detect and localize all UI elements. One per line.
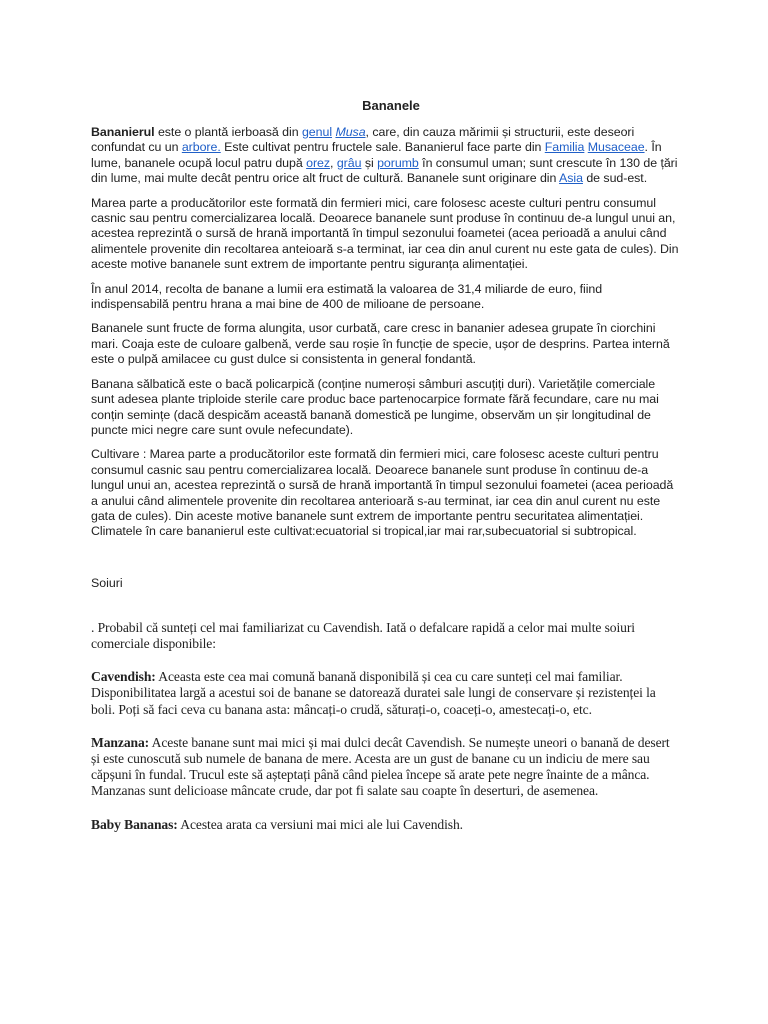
variety-name: Baby Bananas: — [91, 816, 178, 832]
paragraph-fruit-description: Bananele sunt fructe de forma alungita, usor curbată, care cresc in bananier adesea grupate în ciorchini mari. Coaja este de culoare galbenă, verde sau roșie în funcție de specie, ușor de desprins. Partea internă este o pulpă amilacee cu gust dulce si consistenta in general fondantă. — [91, 321, 670, 367]
variety-manzana — [91, 735, 681, 800]
variety-text: Aceste banane sunt mai mici și mai dulci decât Cavendish. Se numește uneori o banană de desert și este cunoscută sub numele de banana de mere. Acesta are un gust de banane cu un indiciu de mere sau căpșuni în fundal. Trucul este să așteptați până când pielea începe să arate pete negre înainte de a mânca. Manzanas sunt delicioase mâncate crude, dar pot fi salate sau coapte în deserturi, de asemenea. — [91, 734, 670, 799]
variety-name: Cavendish: — [91, 669, 156, 685]
article-body — [91, 125, 681, 590]
paragraph-harvest-2014: În anul 2014, recolta de banane a lumii era estimată la valoarea de 31,4 miliarde de euro, fiind indispensabilă pentru hrana a mai bine de 400 de milioane de persoane. — [91, 281, 603, 312]
link-asia[interactable]: Asia — [559, 171, 583, 186]
link-familia[interactable]: Familia — [544, 140, 585, 155]
link-grau[interactable]: grâu — [336, 155, 362, 170]
link-orez[interactable]: orez — [306, 155, 331, 170]
link-porumb[interactable]: porumb — [377, 155, 419, 170]
variety-text: Acestea arata ca versiuni mai mici ale lui Cavendish. — [177, 816, 463, 832]
variety-name: Manzana: — [91, 734, 150, 750]
paragraph-producers: Marea parte a producătorilor este formată din fermieri mici, care folosesc aceste culturi pentru consumul casnic sau pentru comercializarea locală. Deoarece bananele sunt produse în continuu de-a lungul unui an, acestea reprezintă o sursă de hrană importantă în timpul sezonului foametei (acea perioadă a anului când alimentele provenite din recoltarea anteioară s-a terminat, iar cea din anul curent nu este gata de cules). Din aceste motive bananele sunt extrem de importante pentru siguranța alimentației. — [91, 195, 679, 272]
document-title: Bananele — [362, 98, 420, 113]
variety-text: Aceasta este cea mai comună banană disponibilă și cea cu care sunteți cel mai familiar. Disponibilitatea largă a acestui soi de banane se datorează duratei sale lungi de conservare și rezistenței la boli. Poți să faci ceva cu banana asta: mâncați-o crudă, săturați-o, coaceți-o, amestecați-o, etc. — [91, 669, 656, 717]
section-heading-soiuri: Soiuri — [91, 575, 123, 590]
varieties-section — [91, 620, 681, 833]
link-arbore[interactable]: arbore. — [181, 140, 221, 155]
paragraph-intro: Bananierul este o plantă ierboasă din genul Musa, care, din cauza mărimii și structurii, este deseori confundat cu un arbore. Este cultivat pentru fructele sale. Bananierul face parte din Familia Musaceae. În lume, bananele ocupă locul patru după orez, grâu și porumb în consumul uman; sunt crescute în 130 de țări din lume, mai multe decât pentru orice alt fruct de cultură. Bananele sunt originare din Asia de sud-est. — [91, 125, 678, 186]
bold-term-bananierul: Bananierul — [91, 125, 155, 139]
document-content — [91, 98, 681, 850]
link-musaceae[interactable]: Musaceae — [587, 140, 645, 155]
varieties-intro: . Probabil că sunteți cel mai familiarizat cu Cavendish. Iată o defalcare rapidă a celor mai multe soiuri comerciale disponibile: — [91, 619, 635, 651]
link-genul[interactable]: genul — [301, 125, 333, 139]
variety-cavendish — [91, 669, 681, 718]
paragraph-wild-banana: Banana sălbatică este o bacă policarpică (conține numeroși sâmburi ascuțiți duri). Varietățile comerciale sunt adesea plante triploide sterile care produc bace partenocarpice formate fără fecundare, care nu mai conțin semințe (dacă despicăm această banană domestică pe lungime, observăm un șir longitudinal de puncte mici negre care sunt ovule nefecundate). — [91, 376, 659, 437]
variety-baby-bananas — [91, 817, 681, 833]
paragraph-cultivation: Cultivare : Marea parte a producătorilor este formată din fermieri mici, care folosesc aceste culturi pentru consumul casnic sau pentru comercializarea locală. Deoarece bananele sunt produse în continuu de-a lungul unui an, acestea reprezintă o sursă de hrană importantă în timpul sezonului foametei (acea perioadă a anului când alimentele provenite din recoltarea anterioară s-au terminat, iar cea din anul curent nu este gata de cules). Din aceste motive bananele sunt extrem de importante pentru securitatea alimentației. Climatele în care bananierul este cultivat:ecuatorial si tropical,iar mai rar,subecuatorial si subtropical. — [91, 447, 674, 539]
link-musa[interactable]: Musa — [335, 125, 366, 139]
